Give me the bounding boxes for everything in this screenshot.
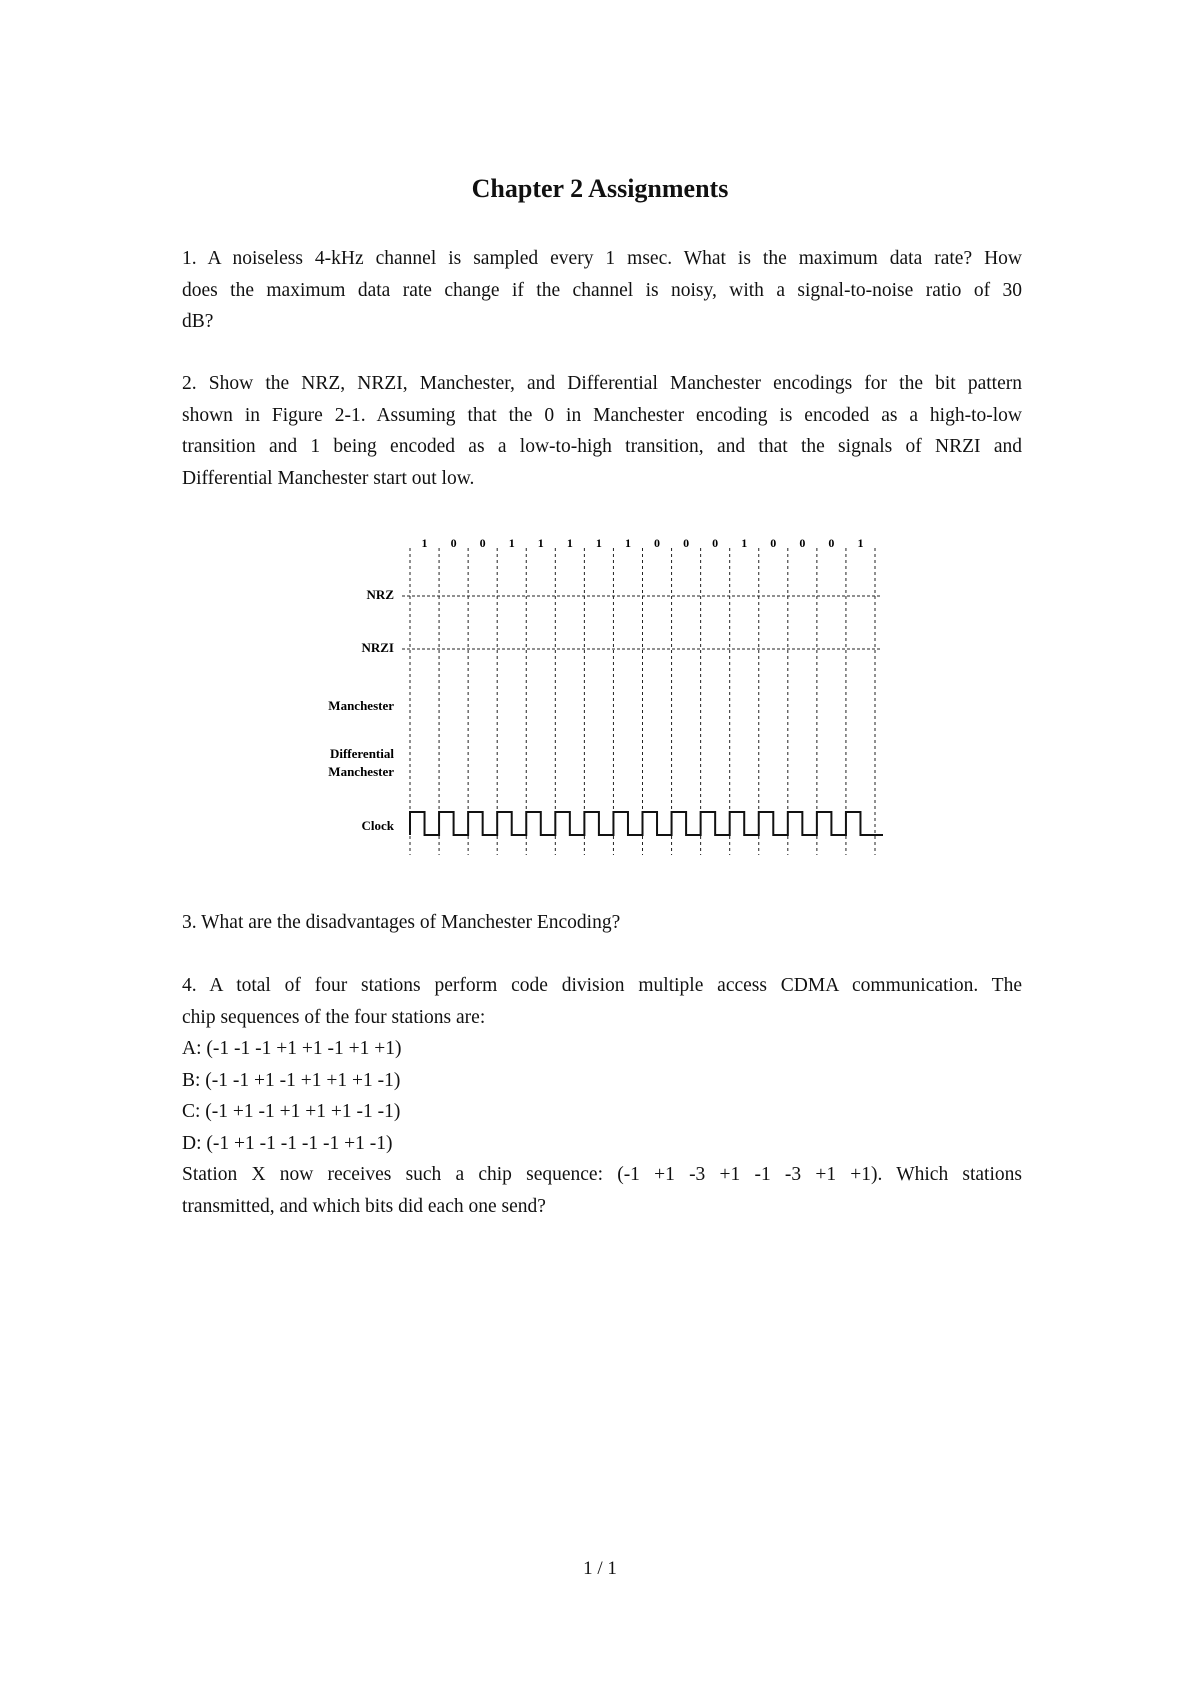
bit-labels (422, 536, 864, 550)
bit-label: 0 (712, 536, 719, 550)
question-2-line: transition and 1 being encoded as a low-to-high transition, and that the signals of NRZI and (182, 436, 1022, 457)
bit-label: 1 (421, 536, 428, 550)
question-4-line: Station X now receives such a chip sequence: (-1 +1 -3 +1 -1 -3 +1 +1). Which stations (182, 1164, 1022, 1185)
bit-label: 0 (654, 536, 661, 550)
question-4-line: chip sequences of the four stations are: (182, 1006, 486, 1028)
question-2 (182, 368, 1022, 494)
encoding-figure (0, 530, 1200, 870)
bit-label: 0 (799, 536, 806, 550)
question-1 (182, 243, 1022, 338)
question-4-line: transmitted, and which bits did each one send? (182, 1195, 546, 1217)
question-2-line: shown in Figure 2-1. Assuming that the 0 in Manchester encoding is encoded as a high-to-low (182, 404, 1022, 426)
chip-sequence-d: D: (-1 +1 -1 -1 -1 -1 +1 -1) (182, 1132, 393, 1154)
question-1-line: does the maximum data rate change if the channel is noisy, with a signal-to-noise ratio of 30 (182, 279, 1022, 301)
page-number: 1 / 1 (583, 1558, 617, 1579)
row-label-nrzi: NRZI (361, 640, 394, 655)
page-title: Chapter 2 Assignments (471, 174, 729, 203)
row-label-differential: Differential (329, 746, 394, 761)
bit-label: 1 (857, 536, 864, 550)
chip-sequence-c: C: (-1 +1 -1 +1 +1 +1 -1 -1) (182, 1101, 401, 1122)
row-label-nrz: NRZ (366, 587, 394, 602)
question-1-line: 1. A noiseless 4-kHz channel is sampled every 1 msec. What is the maximum data rate? How (182, 248, 1022, 269)
clock-waveform (410, 812, 883, 835)
question-4-line: 4. A total of four stations perform code division multiple access CDMA communication. The (182, 975, 1022, 996)
bit-label: 1 (566, 536, 573, 550)
bit-label: 0 (479, 536, 486, 550)
question-2-line: Differential Manchester start out low. (182, 467, 475, 489)
chip-sequence-a: A: (-1 -1 -1 +1 +1 -1 +1 +1) (182, 1038, 402, 1059)
bit-label: 0 (770, 536, 777, 550)
question-1-line: dB? (182, 311, 214, 332)
bit-label: 1 (508, 536, 515, 550)
chip-sequence-b: B: (-1 -1 +1 -1 +1 +1 +1 -1) (182, 1069, 401, 1091)
row-label-manchester: Manchester (328, 698, 394, 713)
question-2-line: 2. Show the NRZ, NRZI, Manchester, and Differential Manchester encodings for the bit pattern (182, 373, 1022, 394)
row-label-differential-manchester: Manchester (328, 764, 394, 779)
encoding-diagram (0, 530, 1200, 870)
bit-label: 0 (450, 536, 457, 550)
bit-label: 0 (828, 536, 835, 550)
bit-label: 0 (683, 536, 690, 550)
question-4 (182, 970, 1022, 1222)
bit-label: 1 (624, 536, 631, 550)
bit-label: 1 (595, 536, 602, 550)
question-3-line: 3. What are the disadvantages of Manchester Encoding? (182, 912, 621, 933)
bit-label: 1 (537, 536, 544, 550)
bit-label: 1 (741, 536, 748, 550)
row-label-clock: Clock (361, 818, 394, 833)
question-3 (182, 907, 1022, 939)
grid-lines (402, 548, 881, 855)
